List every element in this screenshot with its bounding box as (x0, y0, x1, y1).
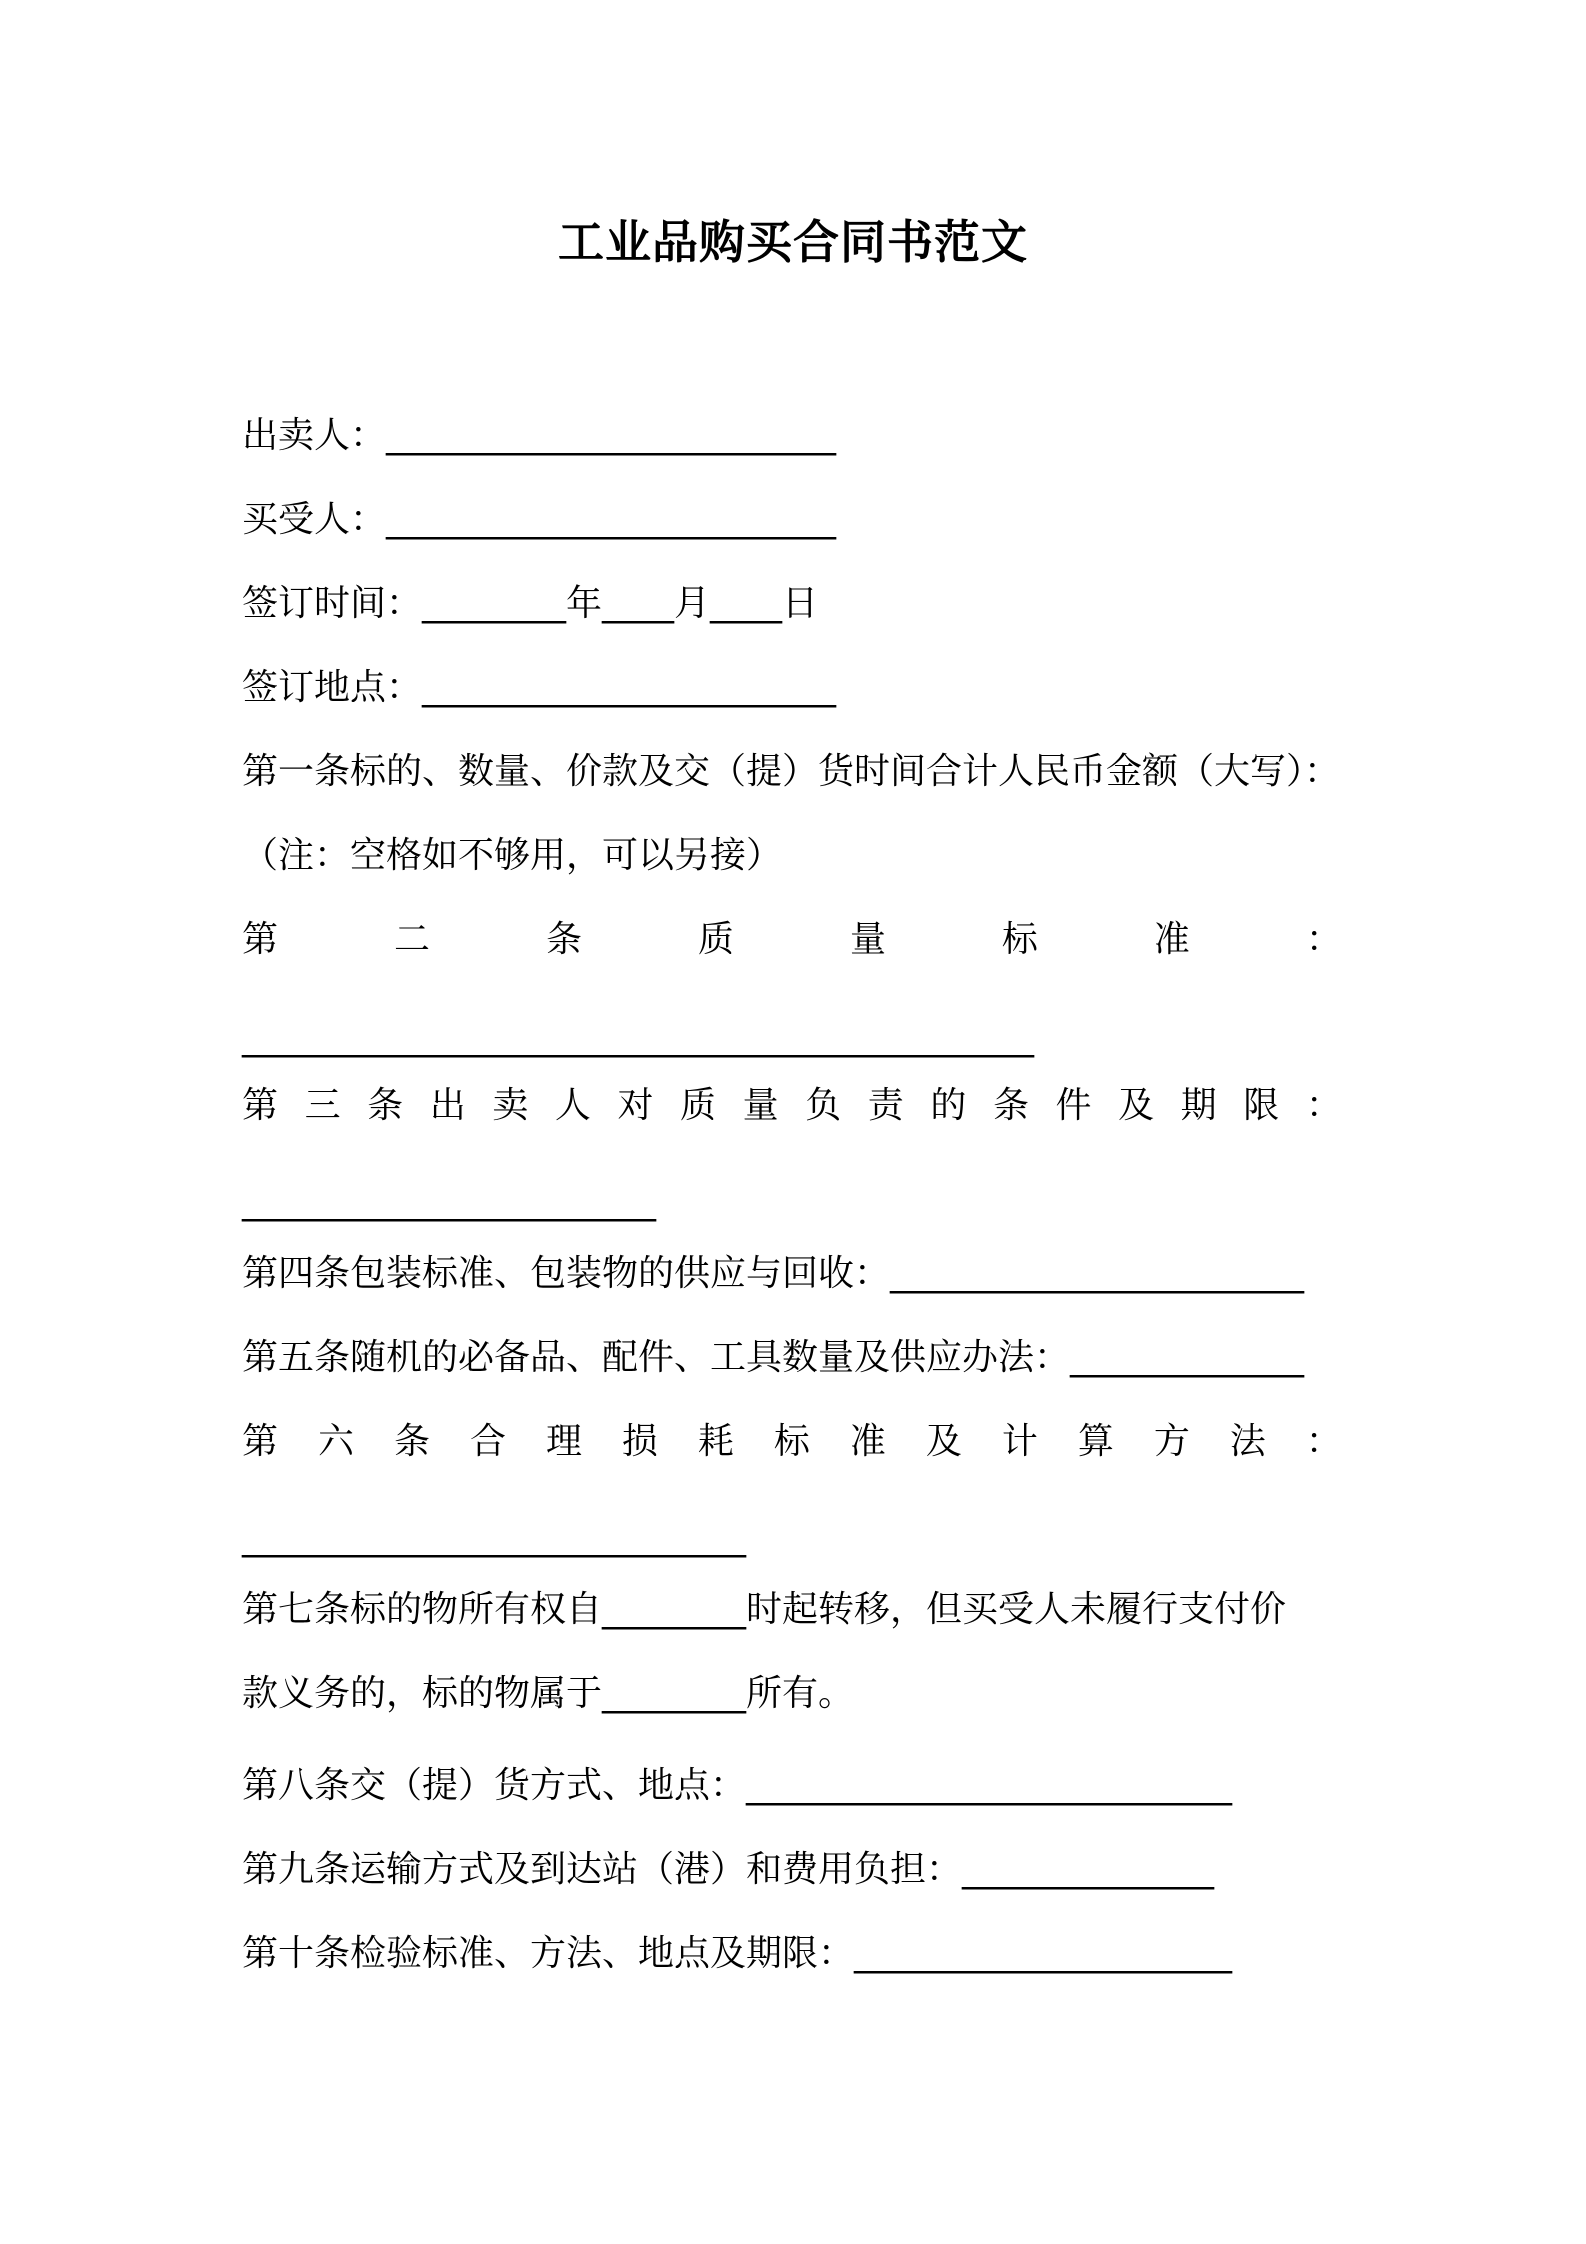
article-6-heading (242, 1418, 1342, 1466)
heading-char: 卖 (492, 1085, 529, 1126)
article-4: 第四条包装标准、包装物的供应与回收：_______________________ (242, 1253, 1305, 1294)
heading-char: 计 (1001, 1421, 1038, 1462)
heading-char: 出 (429, 1085, 466, 1126)
article-2-heading (242, 916, 1342, 964)
article-2-blank: ____________________________________________ (242, 1017, 1034, 1058)
heading-char: 条 (545, 919, 582, 960)
heading-char: 第 (242, 1421, 279, 1462)
document-title: 工业品购买合同书范文 (558, 215, 1028, 269)
article-5: 第五条随机的必备品、配件、工具数量及供应办法：_____________ (242, 1337, 1305, 1378)
heading-char: 条 (367, 1085, 404, 1126)
sign-place-field: 签订地点：_______________________ (242, 667, 837, 708)
article-3-heading (242, 1082, 1342, 1130)
heading-char: 量 (742, 1085, 779, 1126)
heading-char: 方 (1153, 1421, 1190, 1462)
heading-char: 损 (621, 1421, 658, 1462)
article-1-note: （注：空格如不够用，可以另接） (242, 835, 783, 876)
sign-date-field: 签订时间：________年____月____日 (242, 583, 819, 624)
heading-char: 质 (680, 1085, 717, 1126)
article-7-line-1: 第七条标的物所有权自________时起转移，但买受人未履行支付价 (242, 1589, 1287, 1630)
heading-char: 量 (849, 919, 886, 960)
heading-char: 法 (1229, 1421, 1266, 1462)
heading-char: 条 (393, 1421, 430, 1462)
heading-char: ： (1305, 919, 1342, 960)
buyer-field: 买受人：_________________________ (242, 499, 837, 540)
heading-char: 准 (1153, 919, 1190, 960)
heading-char: 六 (317, 1421, 354, 1462)
heading-char: 三 (304, 1085, 341, 1126)
heading-char: 合 (469, 1421, 506, 1462)
article-3-blank: _______________________ (242, 1181, 656, 1222)
heading-char: ： (1305, 1421, 1342, 1462)
article-10: 第十条检验标准、方法、地点及期限：_____________________ (242, 1933, 1233, 1974)
heading-char: 标 (1001, 919, 1038, 960)
heading-char: 件 (1055, 1085, 1092, 1126)
heading-char: 期 (1180, 1085, 1217, 1126)
heading-char: 二 (393, 919, 430, 960)
heading-char: 负 (805, 1085, 842, 1126)
article-6-blank: ____________________________ (242, 1517, 746, 1558)
heading-char: 条 (992, 1085, 1029, 1126)
heading-char: 理 (545, 1421, 582, 1462)
article-8: 第八条交（提）货方式、地点：___________________________ (242, 1765, 1233, 1806)
heading-char: 对 (617, 1085, 654, 1126)
heading-char: 限 (1243, 1085, 1280, 1126)
heading-char: 责 (867, 1085, 904, 1126)
heading-char: 及 (1118, 1085, 1155, 1126)
article-7-line-2: 款义务的，标的物属于________所有。 (242, 1673, 855, 1714)
article-1: 第一条标的、数量、价款及交（提）货时间合计人民币金额（大写）： (242, 751, 1341, 792)
heading-char: 耗 (697, 1421, 734, 1462)
heading-char: 准 (849, 1421, 886, 1462)
heading-char: 及 (925, 1421, 962, 1462)
heading-char: 质 (697, 919, 734, 960)
seller-field: 出卖人：_________________________ (242, 415, 837, 456)
heading-char: ： (1305, 1085, 1342, 1126)
article-9: 第九条运输方式及到达站（港）和费用负担：______________ (242, 1849, 1215, 1890)
heading-char: 第 (242, 919, 279, 960)
heading-char: 的 (930, 1085, 967, 1126)
heading-char: 算 (1077, 1421, 1114, 1462)
heading-char: 标 (773, 1421, 810, 1462)
heading-char: 人 (554, 1085, 591, 1126)
heading-char: 第 (242, 1085, 279, 1126)
